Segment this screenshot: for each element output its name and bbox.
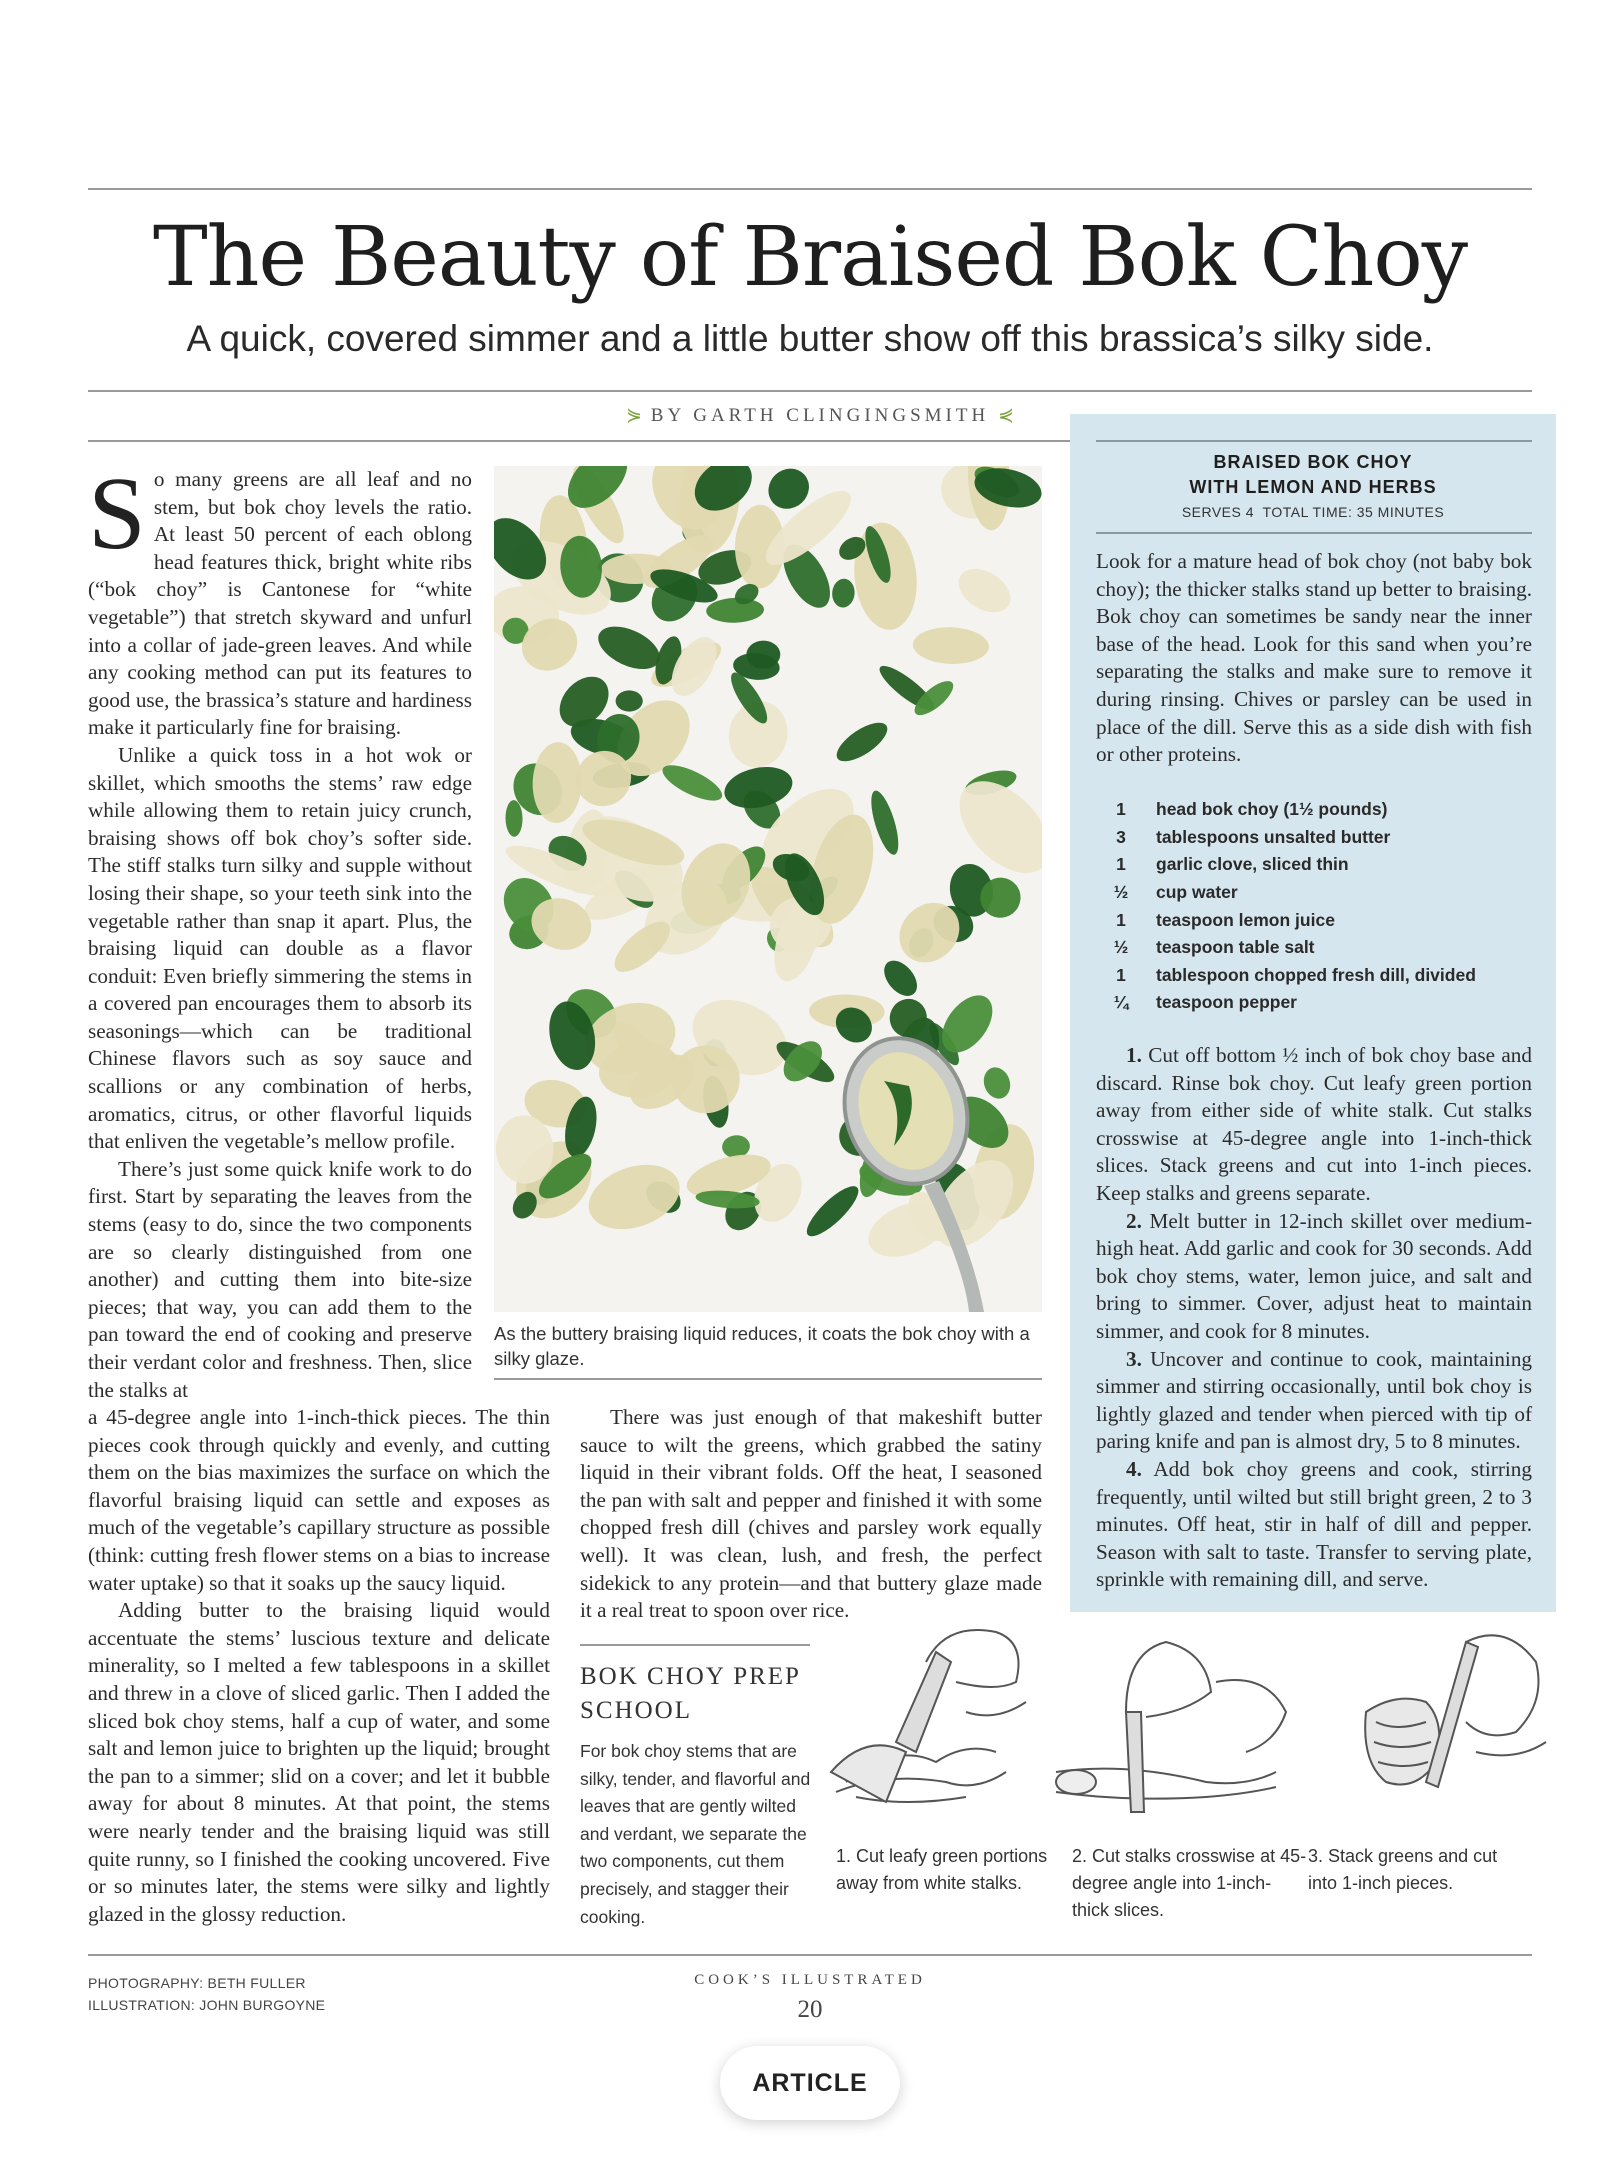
paragraph-5: Adding butter to the braising liquid would accentuate the stems’ luscious texture and delicate minerality, so I melted a few tablespoons in a skillet and threw in a clove of sliced garlic. Then I added the sliced bok choy stems, half a cup of water, and some salt and lemon juice to brighten up the liquid; brought the pan to a simmer; slid on a cover; and let it bubble away for about 8 minutes. At that point, the stems were nearly tender and the braising liquid was still quite runny, so I finished the cooking uncovered. Five or so minutes later, the stems were silky and lightly glazed in the glossy reduction.: [88, 1598, 550, 1926]
ingredient-row: [1096, 962, 1532, 990]
ingredient-item: garlic clove, sliced thin: [1156, 854, 1349, 875]
article-col2: [580, 1404, 1042, 1625]
ingredient-qty: 3: [1116, 826, 1126, 847]
page-number: 20: [797, 1996, 823, 2023]
ingredient-item: cup water: [1156, 882, 1238, 903]
ingredient-item: teaspoon lemon juice: [1156, 909, 1335, 930]
recipe-step: [1096, 1456, 1532, 1594]
prep-school-box: [580, 1660, 812, 1931]
dropcap: S: [88, 456, 146, 571]
prep-school-rule: [580, 1644, 810, 1646]
illus-text-3: Stack greens and cut into 1-inch pieces.: [1308, 1846, 1498, 1893]
step-number: 4.: [1126, 1456, 1142, 1481]
ingredient-item: tablespoons unsalted butter: [1156, 826, 1391, 847]
bok-choy-leaf: [616, 690, 643, 711]
photo-caption: [494, 1322, 1042, 1372]
article-subtitle: A quick, covered simmer and a little butter show off this brassica’s silky side.: [186, 318, 1434, 359]
caption-rule: [494, 1378, 1042, 1380]
ingredient-qty: 1: [1116, 964, 1126, 985]
paragraph-4: a 45-degree angle into 1-inch-thick pieces. The thin pieces cook through quickly and evenly, and cutting them on the bias maximizes the surface on which the flavorful braising liquid can settle and exposes as much of the vegetable’s capillary structure as possible (think: cutting fresh flower stems on a bias to increase water uptake) so that it soaks up the saucy liquid.: [88, 1405, 550, 1595]
prep-body: For bok choy stems that are silky, tender, and flavorful and leaves that are gently wilted and verdant, we separate the two components, cut them precisely, and stagger their cooking.: [580, 1741, 811, 1927]
top-rule: [88, 188, 1532, 190]
ingredient-qty: 1: [1116, 799, 1126, 820]
ingredient-item: tablespoon chopped fresh dill, divided: [1156, 964, 1476, 985]
ingredient-row: [1096, 851, 1532, 879]
magazine-name: COOK’S ILLUSTRATED: [694, 1972, 926, 1988]
ingredient-qty: 1: [1116, 854, 1126, 875]
byline: [560, 404, 1080, 427]
bok-choy-photo: [494, 466, 1042, 1312]
article-col1-top: [88, 456, 472, 1404]
recipe-header: [1070, 450, 1556, 520]
illus-text-1: Cut leafy green portions away from white stalks.: [836, 1846, 1048, 1893]
subtitle-rule: [88, 390, 1532, 392]
paragraph-1: o many greens are all leaf and no stem, but bok choy levels the ratio. At least 50 percent of each oblong head features thick, bright white ribs (“bok choy” is Cantonese for “white vegetable”) that stretch skyward and unfurl into a collar of jade-green leaves. And while any cooking method can put its features to good use, the brassica’s stature and hardiness make it particularly fine for braising.: [88, 467, 472, 740]
recipe-intro: Look for a mature head of bok choy (not baby bok choy); the thicker stalks stand up better to braising. Bok choy can sometimes be sandy near the inner base of the head. Look for this sand when you’re separating the stalks and make sure to remove it during rinsing. Chives or parsley can be used in place of the dill. Serve this as a side dish with fish or other proteins.: [1096, 549, 1532, 767]
step-text: Uncover and continue to cook, maintaining simmer and stirring occasionally, until bok choy is lightly glazed and tender when pierced with tip of paring knife and pan is almost dry, 5 to 8 minutes.: [1096, 1346, 1533, 1454]
prep-illustrations: [826, 1622, 1556, 1840]
ingredient-item: teaspoon pepper: [1156, 992, 1297, 1013]
photo-credit: PHOTOGRAPHY: BETH FULLER: [88, 1975, 306, 1991]
recipe-top-rule: [1096, 440, 1532, 442]
ingredient-qty: ¼: [1113, 992, 1129, 1013]
ingredient-list: [1096, 796, 1532, 1017]
ingredient-item: teaspoon table salt: [1156, 937, 1315, 958]
ingredient-qty: ½: [1113, 882, 1129, 903]
step-text: Add bok choy greens and cook, stirring frequently, until wilted but still bright green, 2 to 3 minutes. Off heat, stir in half of dill and pepper. Season with salt to taste. Transfer to serving plate, sprinkle with remaining dill, and serve.: [1096, 1456, 1532, 1592]
ingredient-row: [1096, 879, 1532, 907]
illus-caption-3: [1308, 1843, 1518, 1924]
recipe-sidebar: [1070, 414, 1556, 1612]
illus-caption-2: [1072, 1843, 1308, 1924]
step-number: 2.: [1126, 1208, 1142, 1233]
prep-heading-line1: BOK CHOY PREP: [580, 1663, 801, 1690]
illus-num-1: 1.: [836, 1846, 852, 1866]
step-number: 3.: [1126, 1346, 1142, 1371]
prep-heading-line2: SCHOOL: [580, 1697, 693, 1724]
illustration-1: [831, 1630, 1026, 1802]
illustration-2: [1056, 1642, 1286, 1812]
step-text: Melt butter in 12-inch skillet over medium-high heat. Add garlic and cook for 30 seconds. Add bok choy stems, water, lemon juice, and salt and bring to simmer. Cover, adjust heat to maintain simmer, and cook for 8 minutes.: [1096, 1208, 1532, 1343]
recipe-meta: SERVES 4 TOTAL TIME: 35 MINUTES: [1181, 504, 1445, 520]
footer-credits: [88, 1972, 325, 2016]
illus-credit: ILLUSTRATION: JOHN BURGOYNE: [88, 1997, 326, 2013]
recipe-step: [1096, 1042, 1532, 1208]
step-number: 1.: [1126, 1043, 1142, 1067]
ingredient-qty: 1: [1116, 909, 1126, 930]
paragraph-2: Unlike a quick toss in a hot wok or skillet, which smooths the stems’ raw edge while allowing them to retain juicy crunch, braising shows off bok choy’s softer side. The stiff stalks turn silky and supple without losing their shape, so your teeth sink into the vegetable rather than snap it apart. Plus, the braising liquid can double as a flavor conduit: Even briefly simmering the stems in a covered pan encourages them to absorb its seasonings—which can be traditional Chinese flavors such as soy sauce and scallions or any combination of herbs, aromatics, citrus, or other flavorful liquids that enliven the vegetable’s mellow profile.: [88, 742, 472, 1154]
ornament-left-icon: ⋟: [626, 405, 643, 426]
article-col1-bottom: [88, 1404, 550, 1928]
recipe-title-line1: BRAISED BOK CHOY: [1213, 452, 1413, 472]
byline-rule: [88, 440, 1070, 442]
illus-text-2: Cut stalks crosswise at 45-degree angle into 1-inch-thick slices.: [1072, 1846, 1307, 1920]
paragraph-6: There was just enough of that makeshift butter sauce to wilt the greens, which grabbed the satiny liquid in their vibrant folds. Off the heat, I seasoned the pan with salt and pepper and finished it with some chopped fresh dill (chives and parsley work equally well). It was clean, lush, and fresh, the perfect sidekick to any protein—and that buttery glaze made it a real treat to spoon over rice.: [580, 1405, 1042, 1623]
byline-text: BY GARTH CLINGINGSMITH: [650, 405, 990, 426]
ingredient-row: [1096, 906, 1532, 934]
footer-rule: [88, 1954, 1532, 1956]
ornament-right-icon: ⋞: [997, 405, 1014, 426]
paragraph-3: There’s just some quick knife work to do first. Start by separating the leaves from the stems (easy to do, since the two components are so clearly distinguished from one another) and cutting them into bite-size pieces; that way, you can add them to the pan toward the end of cooking and preserve their verdant color and freshness. Then, slice the stalks at: [88, 1156, 472, 1402]
recipe-step: [1096, 1208, 1532, 1346]
illus-caption-1: [836, 1843, 1072, 1924]
ingredient-item: head bok choy (1½ pounds): [1156, 799, 1388, 820]
article-title: The Beauty of Braised Bok Choy: [152, 210, 1468, 305]
illus-num-2: 2.: [1072, 1846, 1088, 1866]
recipe-header-rule: [1096, 532, 1532, 534]
illustration-3: [1365, 1635, 1546, 1787]
step-text: Cut off bottom ½ inch of bok choy base and discard. Rinse bok choy. Cut leafy green portion away from either side of white stalk. Cut stalks crosswise at 45-degree angle into 1-inch-thick slices. Stack greens and cut into 1-inch pieces. Keep stalks and greens separate.: [1096, 1043, 1532, 1205]
ingredient-row: [1096, 934, 1532, 962]
ingredient-row: [1096, 989, 1532, 1017]
illus-captions: [836, 1843, 1556, 1924]
caption-text: As the buttery braising liquid reduces, it coats the bok choy with a silky glaze.: [494, 1323, 1030, 1369]
illus-num-3: 3.: [1308, 1846, 1324, 1866]
ingredient-row: [1096, 796, 1532, 824]
recipe-steps: [1096, 1042, 1532, 1594]
ingredient-row: [1096, 824, 1532, 852]
recipe-title-line2: WITH LEMON AND HERBS: [1189, 477, 1437, 497]
recipe-step: [1096, 1346, 1532, 1456]
ingredient-qty: ½: [1113, 937, 1129, 958]
article-button[interactable]: ARTICLE: [720, 2046, 900, 2120]
